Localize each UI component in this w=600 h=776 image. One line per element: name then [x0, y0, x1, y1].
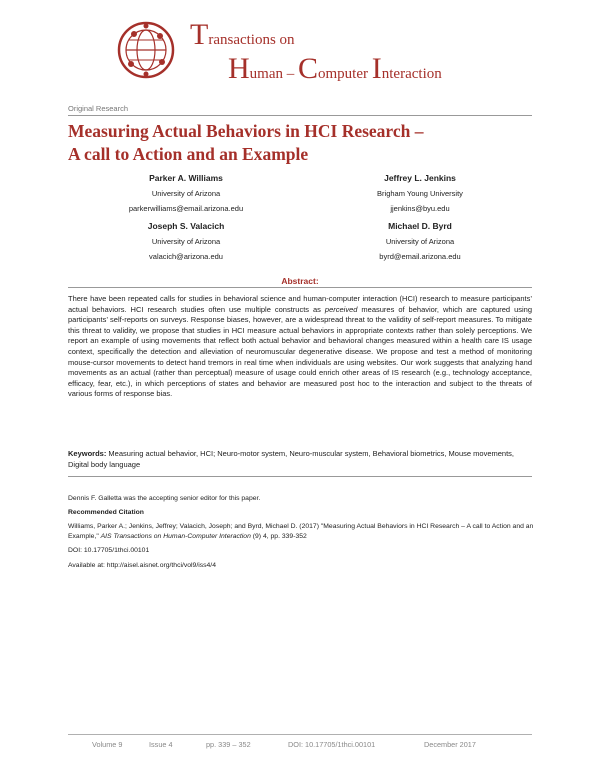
abstract-text: There have been repeated calls for studies in behavioral science and human-computer interaction (HCI) research to measure participants’ actual behaviors. HCI research studies often use multiple constructs as perceived measures of behavior, which are captured using participants’ self-reports on surveys. Response biases, however, are a widespread threat to the validity of self-report measures. To mitigate this threat to validity, we propose that studies in HCI measure actual behaviors in appropriate contexts rather than solely perceptions. We report an example of using movements that reflect both actual behavior and behavioral changes measured within a health care IS usage context, specifically the detection and alleviation of neuromuscular degenerative disease. We propose and test a method of monitoring mouse-cursor movements to detect hand tremors in real time when individuals are using websites. Our work suggests that analyzing hand movements as an actual (rather than perceptual) measure of usage could enrich other areas of IS research (e.g., technology acceptance, efficacy, fear, etc.), in which perceptions of states and behavior are measured post hoc to the interaction and subject to the threats of various forms of response bias. [68, 294, 533, 399]
author-block [86, 221, 286, 267]
footer-divider [68, 734, 532, 735]
footer-doi: DOI: 10.17705/1thci.00101 [288, 740, 376, 749]
author-affiliation: University of Arizona [151, 237, 221, 246]
author-affiliation: Brigham Young University [377, 189, 463, 198]
recommended-citation-heading: Recommended Citation [68, 509, 144, 516]
author-block [320, 221, 520, 267]
author-email: parkerwilliams@email.arizona.edu [128, 204, 244, 213]
author-email: byrd@email.arizona.edu [379, 252, 461, 261]
footer-issue: Issue 4 [149, 740, 173, 749]
keywords [68, 449, 532, 470]
author-name: Joseph S. Valacich [147, 221, 225, 231]
doi-text: DOI: 10.17705/1thci.00101 [68, 547, 150, 554]
author-affiliation: University of Arizona [385, 237, 455, 246]
author-name: Parker A. Williams [149, 173, 223, 183]
available-at-link[interactable]: Available at: http://aisel.aisnet.org/thci/vol9/iss4/4 [68, 562, 216, 569]
editor-note: Dennis F. Galletta was the accepting senior editor for this paper. [68, 495, 261, 502]
journal-name-line2: Human – Computer Interaction [228, 52, 442, 85]
footer-volume: Volume 9 [92, 740, 123, 749]
header-divider [68, 115, 532, 116]
author-block [86, 173, 286, 219]
footer-date: December 2017 [424, 740, 476, 749]
abstract-heading: Abstract: [281, 276, 319, 286]
author-email: jjenkins@byu.edu [390, 204, 450, 213]
journal-name-line1: Transactions on [190, 18, 295, 51]
author-affiliation: University of Arizona [151, 189, 221, 198]
author-name: Jeffrey L. Jenkins [384, 173, 456, 183]
author-name: Michael D. Byrd [388, 221, 452, 231]
keywords-text: Measuring actual behavior, HCI; Neuro-motor system, Neuro-muscular system, Behavioral biometrics, Mouse movements, Digital body language [68, 449, 514, 469]
footer-pages: pp. 339 – 352 [206, 740, 251, 749]
keywords-label: Keywords: [68, 449, 107, 458]
abstract-divider [68, 287, 532, 288]
citation-text: Williams, Parker A.; Jenkins, Jeffrey; Valacich, Joseph; and Byrd, Michael D. (2017) "Measuring Actual Behaviors in HCI Research – A call to Action and an Example," AIS Transactions on Human-Computer Interaction (9) 4, pp. 339-352 [68, 523, 534, 540]
journal-logo-icon [116, 20, 176, 80]
section-label: Original Research [68, 104, 129, 113]
keywords-divider [68, 476, 532, 477]
paper-title: Measuring Actual Behaviors in HCI Research – A call to Action and an Example [68, 121, 424, 164]
author-block [320, 173, 520, 219]
author-email: valacich@arizona.edu [149, 252, 223, 261]
